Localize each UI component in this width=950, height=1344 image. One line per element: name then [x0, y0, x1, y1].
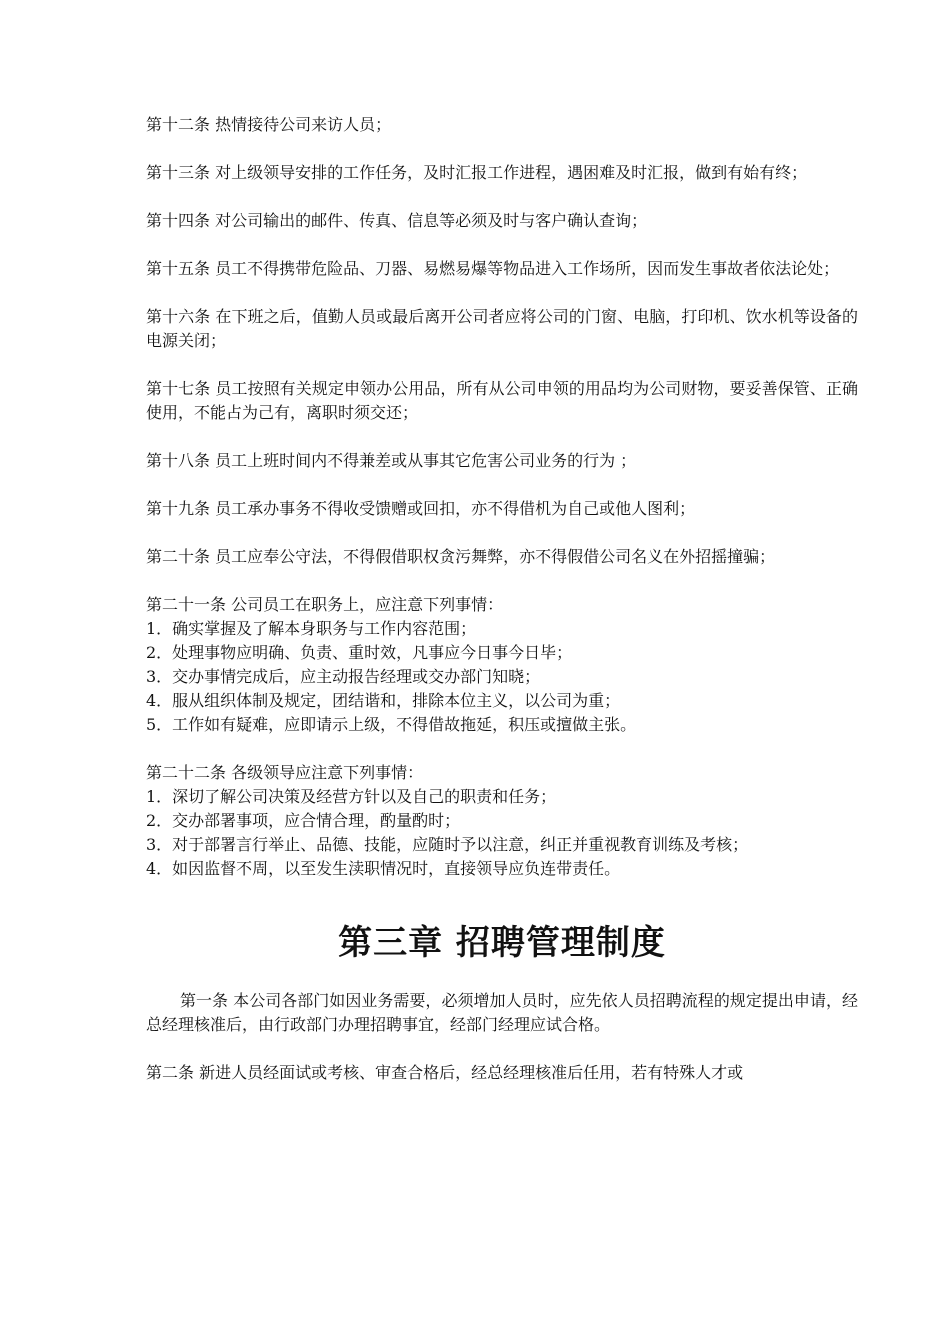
list-item: 3．交办事情完成后，应主动报告经理或交办部门知晓； [146, 667, 541, 686]
document-body [146, 113, 858, 1109]
list-item: 4．如因监督不周，以至发生渎职情况时，直接领导应负连带责任。 [146, 859, 621, 878]
article-13: 第十三条 对上级领导安排的工作任务，及时汇报工作进程，遇困难及时汇报，做到有始有终； [146, 163, 808, 182]
list-item: 4．服从组织体制及规定，团结谐和，排除本位主义，以公司为重； [146, 691, 621, 710]
chapter3-article-2: 第二条 新进人员经面试或考核、审查合格后，经总经理核准后任用，若有特殊人才或 [146, 1063, 744, 1082]
article-18: 第十八条 员工上班时间内不得兼差或从事其它危害公司业务的行为 ； [146, 451, 637, 470]
article-22-head: 第二十二条 各级领导应注意下列事情： [146, 763, 424, 782]
article-22 [146, 761, 858, 881]
list-item: 2．处理事物应明确、负责、重时效，凡事应今日事今日毕； [146, 643, 573, 662]
article-21 [146, 593, 858, 737]
article-17: 第十七条 员工按照有关规定申领办公用品，所有从公司申领的用品均为公司财物，要妥善保管、正确使用，不能占为己有，离职时须交还； [146, 379, 858, 422]
article-16: 第十六条 在下班之后，值勤人员或最后离开公司者应将公司的门窗、电脑，打印机、饮水机等设备的电源关闭； [146, 307, 858, 350]
list-item: 3．对于部署言行举止、品德、技能，应随时予以注意，纠正并重视教育训练及考核； [146, 835, 749, 854]
list-item: 5．工作如有疑难，应即请示上级，不得借故拖延，积压或擅做主张。 [146, 715, 637, 734]
chapter3-article-1: 第一条 本公司各部门如因业务需要，必须增加人员时，应先依人员招聘流程的规定提出申请，经总经理核准后，由行政部门办理招聘事宜，经部门经理应试合格。 [146, 991, 858, 1034]
list-item: 2．交办部署事项，应合情合理，酌量酌时； [146, 811, 461, 830]
article-14: 第十四条 对公司输出的邮件、传真、信息等必须及时与客户确认查询； [146, 211, 648, 230]
list-item: 1．深切了解公司决策及经营方针以及自己的职责和任务； [146, 787, 557, 806]
article-21-head: 第二十一条 公司员工在职务上，应注意下列事情： [146, 595, 504, 614]
article-12: 第十二条 热情接待公司来访人员； [146, 115, 392, 134]
article-20: 第二十条 员工应奉公守法，不得假借职权贪污舞弊，亦不得假借公司名义在外招摇撞骗； [146, 547, 776, 566]
article-19: 第十九条 员工承办事务不得收受馈赠或回扣，亦不得借机为自己或他人图利； [146, 499, 696, 518]
chapter-title: 第三章 招聘管理制度 [338, 923, 666, 963]
list-item: 1．确实掌握及了解本身职务与工作内容范围； [146, 619, 477, 638]
article-15: 第十五条 员工不得携带危险品、刀器、易燃易爆等物品进入工作场所，因而发生事故者依法论处； [146, 259, 840, 278]
